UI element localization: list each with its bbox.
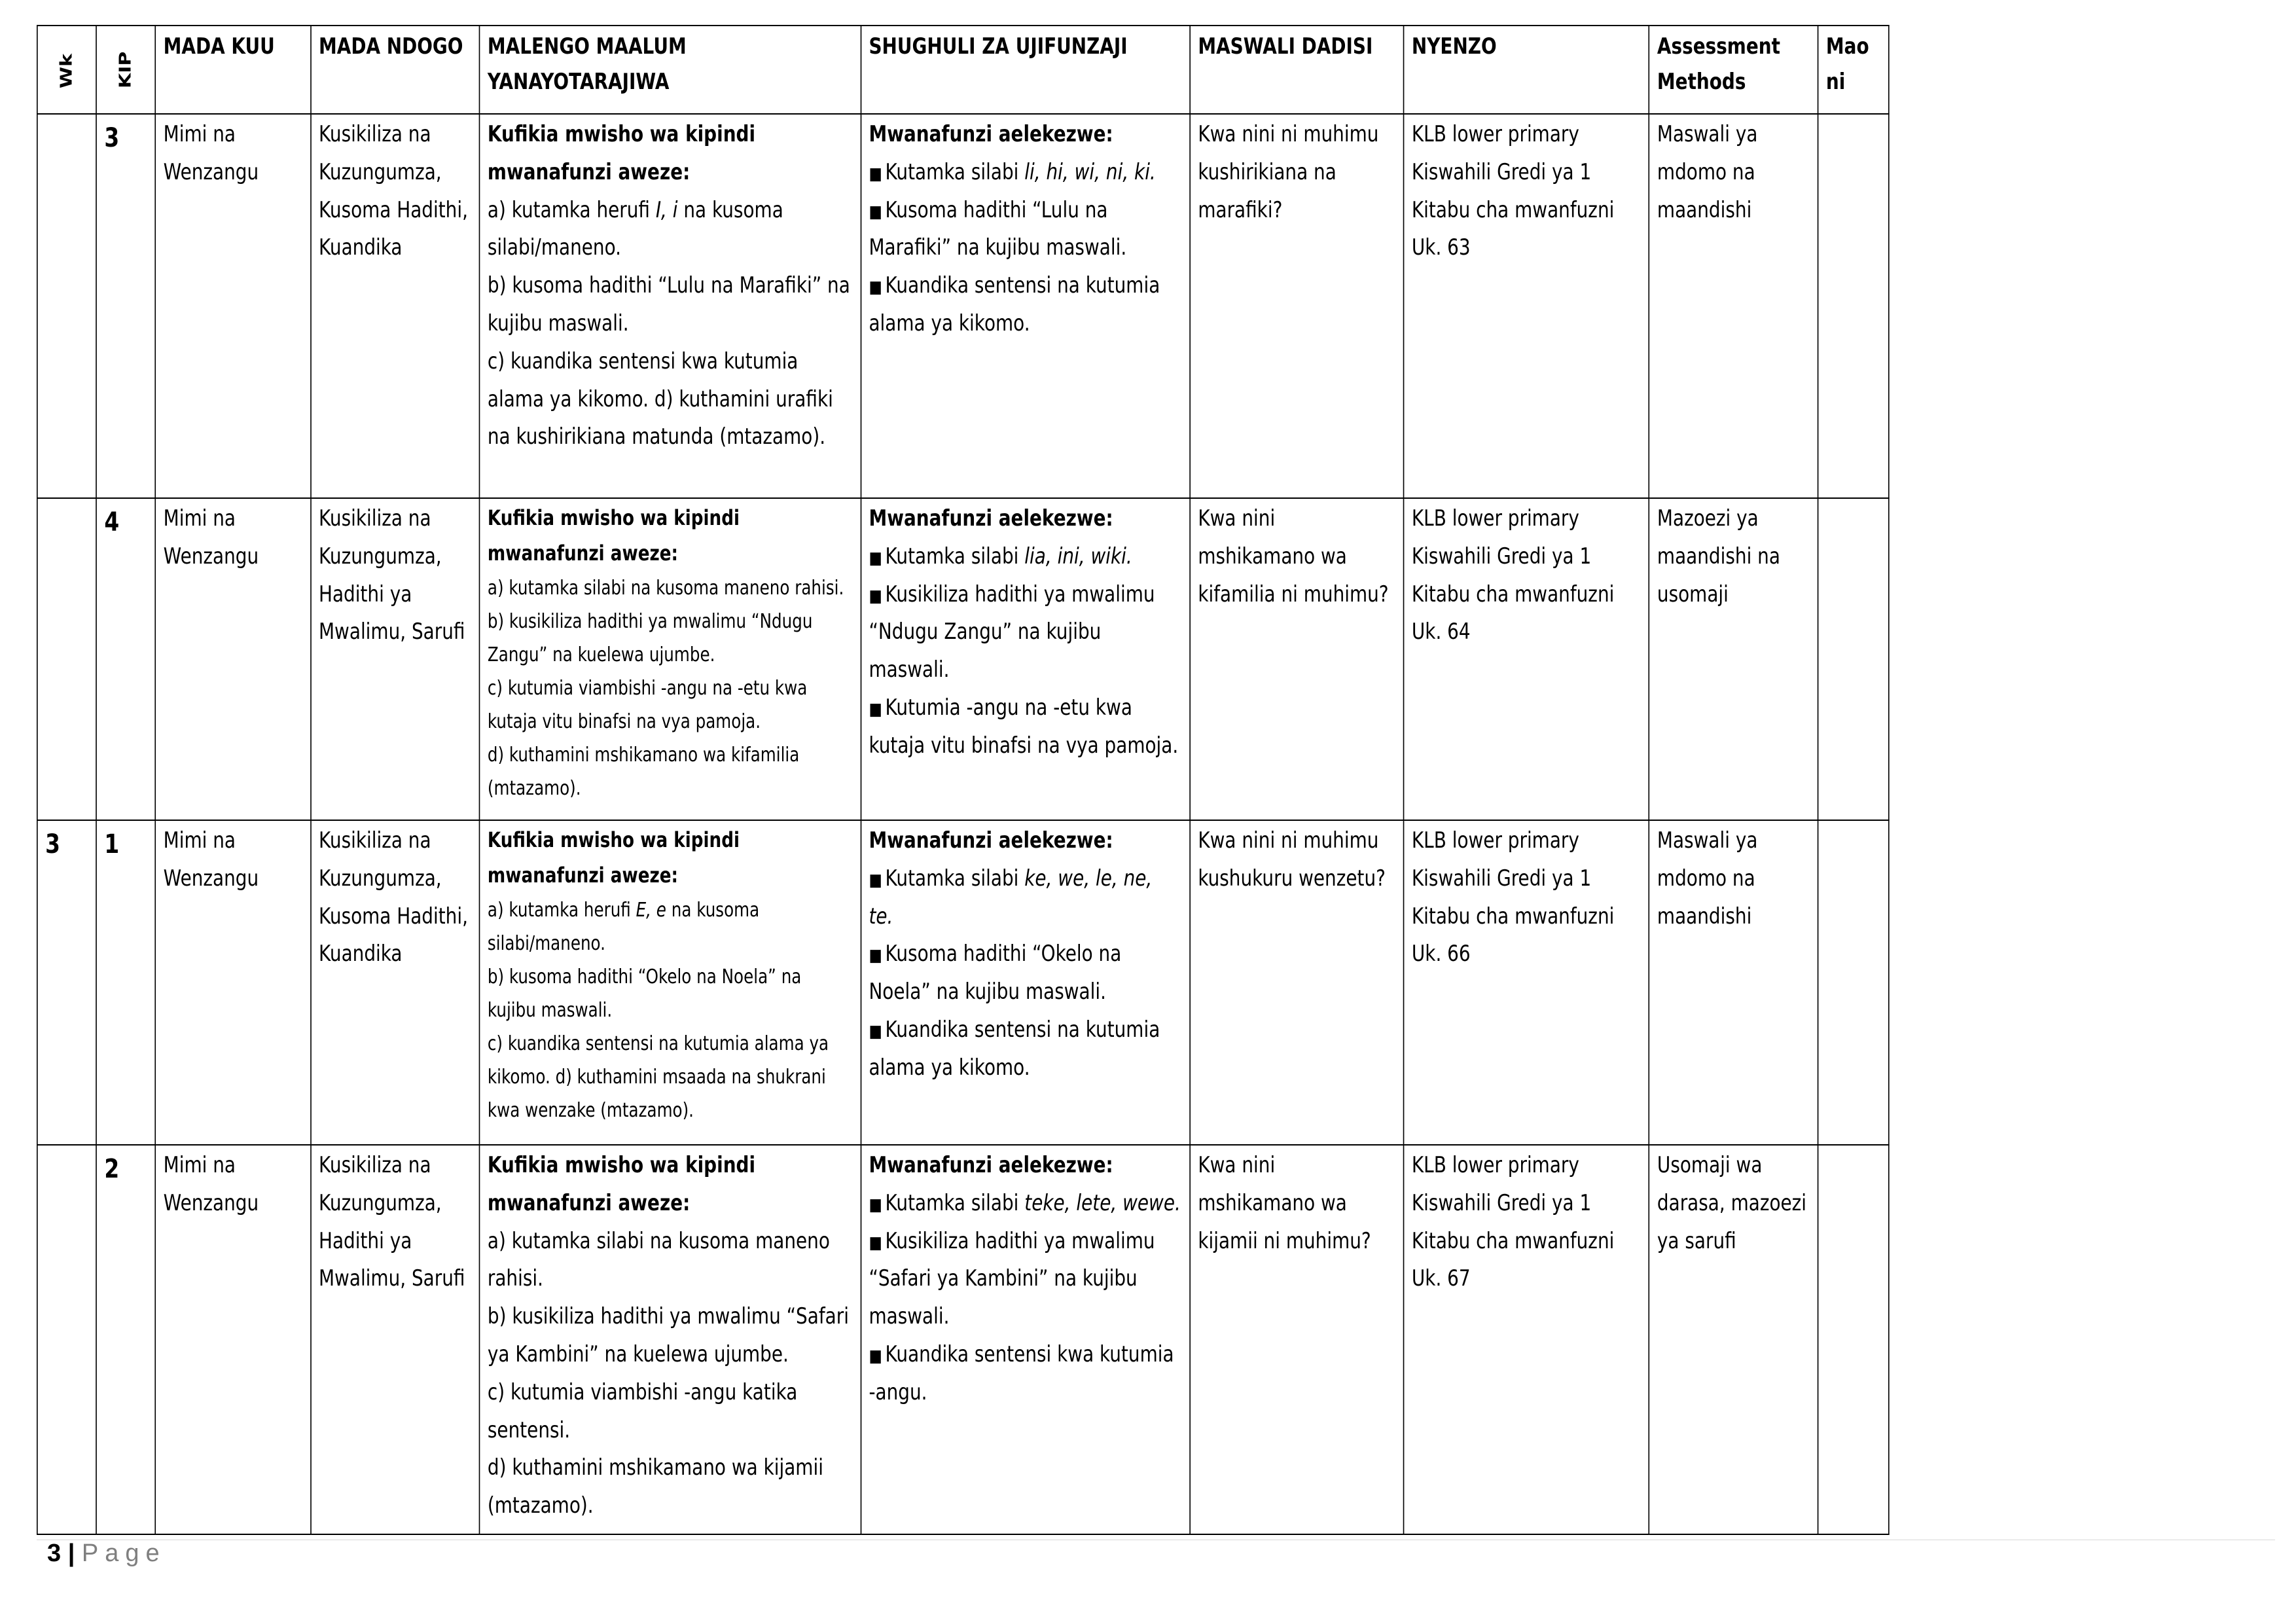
- header-wk: Wk: [37, 26, 96, 114]
- activity-item: ■ Kutamka silabi li, hi, wi, ni, ki.: [869, 158, 1156, 185]
- activity-item: ■ Kuandika sentensi kwa kutumia -angu.: [869, 1341, 1174, 1405]
- activity-item: ■ Kusikiliza hadithi ya mwalimu “Safari ya Kambini” na kujibu maswali.: [869, 1227, 1155, 1330]
- activity-item: ■ Kusoma hadithi “Lulu na Marafiki” na kujibu maswali.: [869, 196, 1127, 261]
- shughuli-cell: [861, 1145, 1190, 1534]
- bullet-icon: ■: [869, 1021, 882, 1041]
- lesson-cell: 1: [96, 820, 155, 1145]
- activity-item: ■ Kuandika sentensi na kutumia alama ya kikomo.: [869, 272, 1160, 336]
- shughuli-cell: [861, 498, 1190, 820]
- bullet-icon: ■: [869, 1195, 882, 1215]
- malengo-lead: Kufikia mwisho wa kipindi mwanafunzi aweze:: [487, 827, 740, 888]
- assessment-cell: Usomaji wa darasa, mazoezi ya sarufi: [1649, 1145, 1818, 1534]
- malengo-item: b) kusikiliza hadithi ya mwalimu “Safari ya Kambini” na kuelewa ujumbe.: [487, 1303, 849, 1367]
- malengo-item: c) kuandika sentensi na kutumia alama ya kikomo. d) kuthamini msaada na shukrani kwa wenzake (mtazamo).: [487, 1032, 829, 1122]
- header-row: [37, 26, 1889, 114]
- malengo-item: b) kusoma hadithi “Okelo na Noela” na kujibu maswali.: [487, 965, 802, 1022]
- malengo-item: d) kuthamini mshikamano wa kijamii (mtazamo).: [487, 1454, 823, 1519]
- maoni-cell: [1818, 114, 1889, 498]
- malengo-item: a) kutamka silabi na kusoma maneno rahisi.: [487, 1227, 830, 1292]
- scheme-of-work-table: [37, 25, 1890, 1535]
- malengo-item: a) kutamka silabi na kusoma maneno rahisi.: [487, 576, 844, 600]
- bullet-icon: ■: [869, 586, 882, 606]
- page-footer: [47, 1540, 166, 1568]
- week-cell: [37, 114, 96, 498]
- table-row: [37, 1145, 1889, 1534]
- header-shughuli: SHUGHULI ZA UJIFUNZAJI: [861, 26, 1190, 114]
- assessment-cell: Mazoezi ya maandishi na usomaji: [1649, 498, 1818, 820]
- malengo-item: c) kutumia viambishi -angu katika sentensi.: [487, 1379, 798, 1443]
- malengo-lead: Kufikia mwisho wa kipindi mwanafunzi aweze:: [487, 121, 756, 185]
- header-kip: KIP: [96, 26, 155, 114]
- malengo-item: a) kutamka herufi I, i na kusoma silabi/maneno.: [487, 196, 783, 261]
- table-row: [37, 114, 1889, 498]
- assessment-cell: Maswali ya mdomo na maandishi: [1649, 820, 1818, 1145]
- malengo-item: c) kuandika sentensi kwa kutumia alama ya kikomo. d) kuthamini urafiki na kushirikiana matunda (mtazamo).: [487, 348, 833, 450]
- lesson-cell: 3: [96, 114, 155, 498]
- malengo-item: c) kutumia viambishi -angu na -etu kwa kutaja vitu binafsi na vya pamoja.: [487, 676, 808, 733]
- mada-kuu-cell: Mimi na Wenzangu: [155, 820, 310, 1145]
- shughuli-cell: [861, 114, 1190, 498]
- activity-item: ■ Kutamka silabi teke, lete, wewe.: [869, 1189, 1181, 1216]
- maswali-cell: Kwa nini ni muhimu kushukuru wenzetu?: [1190, 820, 1404, 1145]
- bullet-icon: ■: [869, 1233, 882, 1253]
- week-cell: [37, 498, 96, 820]
- header-mada-ndogo: MADA NDOGO: [311, 26, 480, 114]
- bullet-icon: ■: [869, 699, 882, 719]
- activity-item: ■ Kuandika sentensi na kutumia alama ya kikomo.: [869, 1016, 1160, 1081]
- malengo-lead: Kufikia mwisho wa kipindi mwanafunzi aweze:: [487, 1152, 756, 1216]
- assessment-cell: Maswali ya mdomo na maandishi: [1649, 114, 1818, 498]
- page-number: 3: [47, 1540, 62, 1567]
- activity-item: ■ Kutamka silabi ke, we, le, ne, te.: [869, 865, 1153, 929]
- header-nyenzo: NYENZO: [1404, 26, 1649, 114]
- bullet-icon: ■: [869, 202, 882, 222]
- maswali-cell: Kwa nini ni muhimu kushirikiana na marafiki?: [1190, 114, 1404, 498]
- malengo-cell: [480, 1145, 861, 1534]
- header-assessment: Assessment Methods: [1649, 26, 1818, 114]
- nyenzo-cell: KLB lower primary Kiswahili Gredi ya 1 Kitabu cha mwanfuzni Uk. 66: [1404, 820, 1649, 1145]
- bullet-icon: ■: [869, 946, 882, 966]
- lesson-cell: 4: [96, 498, 155, 820]
- maoni-cell: [1818, 820, 1889, 1145]
- shughuli-lead: Mwanafunzi aelekezwe:: [869, 1152, 1113, 1178]
- mada-kuu-cell: Mimi na Wenzangu: [155, 498, 310, 820]
- mada-ndogo-cell: Kusikiliza na Kuzungumza, Hadithi ya Mwalimu, Sarufi: [311, 1145, 480, 1534]
- bullet-icon: ■: [869, 870, 882, 890]
- header-maoni: Maoni: [1818, 26, 1889, 114]
- shughuli-lead: Mwanafunzi aelekezwe:: [869, 121, 1113, 147]
- bullet-icon: ■: [869, 278, 882, 298]
- table-row: [37, 498, 1889, 820]
- header-mada-kuu: MADA KUU: [155, 26, 310, 114]
- mada-kuu-cell: Mimi na Wenzangu: [155, 114, 310, 498]
- maswali-cell: Kwa nini mshikamano wa kijamii ni muhimu?: [1190, 1145, 1404, 1534]
- activity-item: ■ Kusikiliza hadithi ya mwalimu “Ndugu Zangu” na kujibu maswali.: [869, 581, 1155, 683]
- header-malengo: MALENGO MAALUM YANAYOTARAJIWA: [480, 26, 861, 114]
- footer-separator: |: [61, 1540, 82, 1567]
- header-maswali: MASWALI DADISI: [1190, 26, 1404, 114]
- mada-ndogo-cell: Kusikiliza na Kuzungumza, Kusoma Hadithi, Kuandika: [311, 820, 480, 1145]
- malengo-cell: [480, 114, 861, 498]
- activity-item: ■ Kutamka silabi lia, ini, wiki.: [869, 543, 1132, 569]
- malengo-item: b) kusikiliza hadithi ya mwalimu “Ndugu Zangu” na kuelewa ujumbe.: [487, 609, 813, 666]
- mada-kuu-cell: Mimi na Wenzangu: [155, 1145, 310, 1534]
- malengo-item: d) kuthamini mshikamano wa kifamilia (mtazamo).: [487, 743, 800, 800]
- week-cell: 3: [37, 820, 96, 1145]
- activity-item: ■ Kutumia -angu na -etu kwa kutaja vitu binafsi na vya pamoja.: [869, 694, 1179, 759]
- nyenzo-cell: KLB lower primary Kiswahili Gredi ya 1 Kitabu cha mwanfuzni Uk. 64: [1404, 498, 1649, 820]
- maoni-cell: [1818, 1145, 1889, 1534]
- lesson-cell: 2: [96, 1145, 155, 1534]
- table-row: [37, 820, 1889, 1145]
- nyenzo-cell: KLB lower primary Kiswahili Gredi ya 1 Kitabu cha mwanfuzni Uk. 63: [1404, 114, 1649, 498]
- malengo-lead: Kufikia mwisho wa kipindi mwanafunzi aweze:: [487, 505, 740, 566]
- mada-ndogo-cell: Kusikiliza na Kuzungumza, Kusoma Hadithi, Kuandika: [311, 114, 480, 498]
- page-label: Page: [81, 1540, 166, 1567]
- nyenzo-cell: KLB lower primary Kiswahili Gredi ya 1 Kitabu cha mwanfuzni Uk. 67: [1404, 1145, 1649, 1534]
- shughuli-cell: [861, 820, 1190, 1145]
- mada-ndogo-cell: Kusikiliza na Kuzungumza, Hadithi ya Mwalimu, Sarufi: [311, 498, 480, 820]
- bullet-icon: ■: [869, 164, 882, 184]
- malengo-item: b) kusoma hadithi “Lulu na Marafiki” na kujibu maswali.: [487, 272, 850, 336]
- malengo-cell: [480, 820, 861, 1145]
- bullet-icon: ■: [869, 1346, 882, 1366]
- maswali-cell: Kwa nini mshikamano wa kifamilia ni muhimu?: [1190, 498, 1404, 820]
- malengo-cell: [480, 498, 861, 820]
- bullet-icon: ■: [869, 548, 882, 568]
- week-cell: [37, 1145, 96, 1534]
- activity-item: ■ Kusoma hadithi “Okelo na Noela” na kujibu maswali.: [869, 941, 1122, 1005]
- malengo-item: a) kutamka herufi E, e na kusoma silabi/maneno.: [487, 898, 760, 955]
- shughuli-lead: Mwanafunzi aelekezwe:: [869, 827, 1113, 854]
- shughuli-lead: Mwanafunzi aelekezwe:: [869, 505, 1113, 532]
- maoni-cell: [1818, 498, 1889, 820]
